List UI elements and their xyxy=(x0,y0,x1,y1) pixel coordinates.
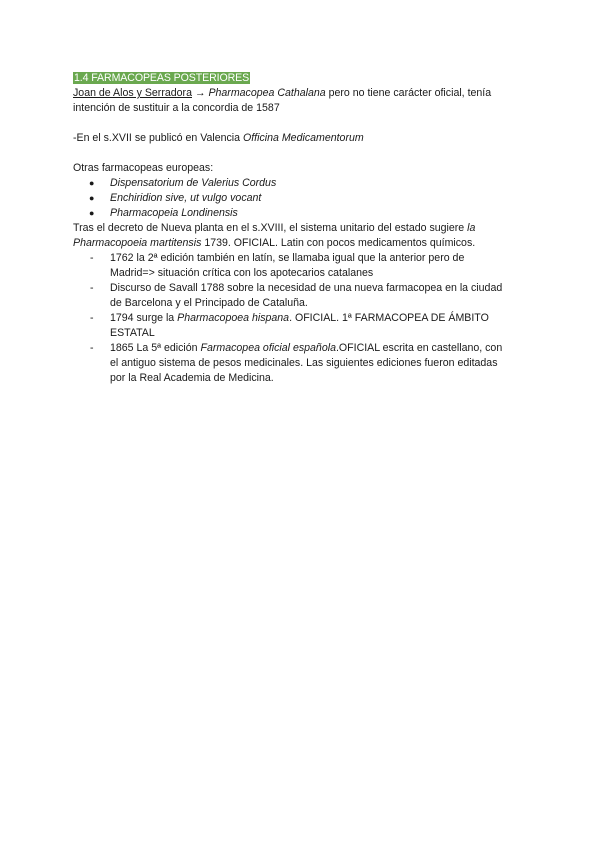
arrow-glyph: → xyxy=(191,87,209,99)
paragraph-pharmacopea-cathalana xyxy=(73,86,533,116)
bullet-list xyxy=(73,176,533,221)
section-heading: 1.4 FARMACOPEAS POSTERIORES xyxy=(74,72,250,84)
list-item xyxy=(73,191,533,206)
list-item-text: . OFICIAL. 1ª FARMACOPEA DE ÁMBITO xyxy=(289,312,489,324)
paragraph-officina xyxy=(73,131,533,146)
dash-icon: - xyxy=(90,312,94,324)
paragraph-text: 1739. OFICIAL. Latin con pocos medicamentos químicos. xyxy=(201,237,476,249)
work-title: la xyxy=(467,222,476,234)
list-item xyxy=(73,281,533,311)
work-title: Officina Medicamentorum xyxy=(243,132,364,144)
list-item-text: de Barcelona y el Principado de Cataluña. xyxy=(110,297,308,309)
document-page xyxy=(73,71,533,386)
list-item-text: el antiguo sistema de pesos medicinales. Las siguientes ediciones fueron editadas xyxy=(110,357,498,369)
dash-icon: - xyxy=(90,282,94,294)
dash-list xyxy=(73,251,533,386)
section-heading-row xyxy=(73,71,533,86)
list-item-text: 1794 surge la xyxy=(110,312,178,324)
list-item xyxy=(73,341,533,386)
work-title: Farmacopea oficial española xyxy=(200,342,336,354)
paragraph-text: Tras el decreto de Nueva planta en el s.XVIII, el sistema unitario del estado sugiere xyxy=(73,222,468,234)
paragraph-intro-european: Otras farmacopeas europeas: xyxy=(73,162,214,174)
list-item-text: 1865 La 5ª edición xyxy=(110,342,201,354)
bullet-icon: ● xyxy=(89,178,95,188)
list-item-text: Discurso de Savall 1788 sobre la necesidad de una nueva farmacopea en la ciudad xyxy=(110,282,503,294)
list-item-text: por la Real Academia de Medicina. xyxy=(110,372,274,384)
list-item-text: .OFICIAL escrita en castellano, con xyxy=(335,342,503,354)
bullet-icon: ● xyxy=(89,193,95,203)
blank-line xyxy=(73,116,533,131)
work-title: Pharmacopea Cathalana xyxy=(208,87,326,99)
list-item-text: 1762 la 2ª edición también en latín, se llamaba igual que la anterior pero de xyxy=(110,252,465,264)
author-name: Joan de Alos y Serradora xyxy=(73,87,192,99)
dash-icon: - xyxy=(90,342,94,354)
paragraph-text: intención de sustituir a la concordia de 1587 xyxy=(73,102,280,114)
list-item-text: ESTATAL xyxy=(110,327,155,339)
list-item xyxy=(73,311,533,341)
list-item-text: Enchiridion sive, ut vulgo vocant xyxy=(110,192,262,204)
list-item xyxy=(73,176,533,191)
paragraph-text: -En el s.XVII se publicó en Valencia xyxy=(73,132,243,144)
paragraph-text: pero no tiene carácter oficial, tenía xyxy=(325,87,492,99)
list-item-text: Pharmacopeia Londinensis xyxy=(110,207,238,219)
paragraph-nueva-planta xyxy=(73,221,533,251)
blank-line xyxy=(73,146,533,161)
list-item-text: Dispensatorium de Valerius Cordus xyxy=(110,177,277,189)
dash-icon: - xyxy=(90,252,94,264)
list-item xyxy=(73,206,533,221)
list-item-text: Madrid=> situación crítica con los apotecarios catalanes xyxy=(110,267,374,279)
work-title: Pharmacopoeia martitensis xyxy=(73,237,202,249)
list-item xyxy=(73,251,533,281)
work-title: Pharmacopoea hispana xyxy=(177,312,290,324)
bullet-icon: ● xyxy=(89,208,95,218)
